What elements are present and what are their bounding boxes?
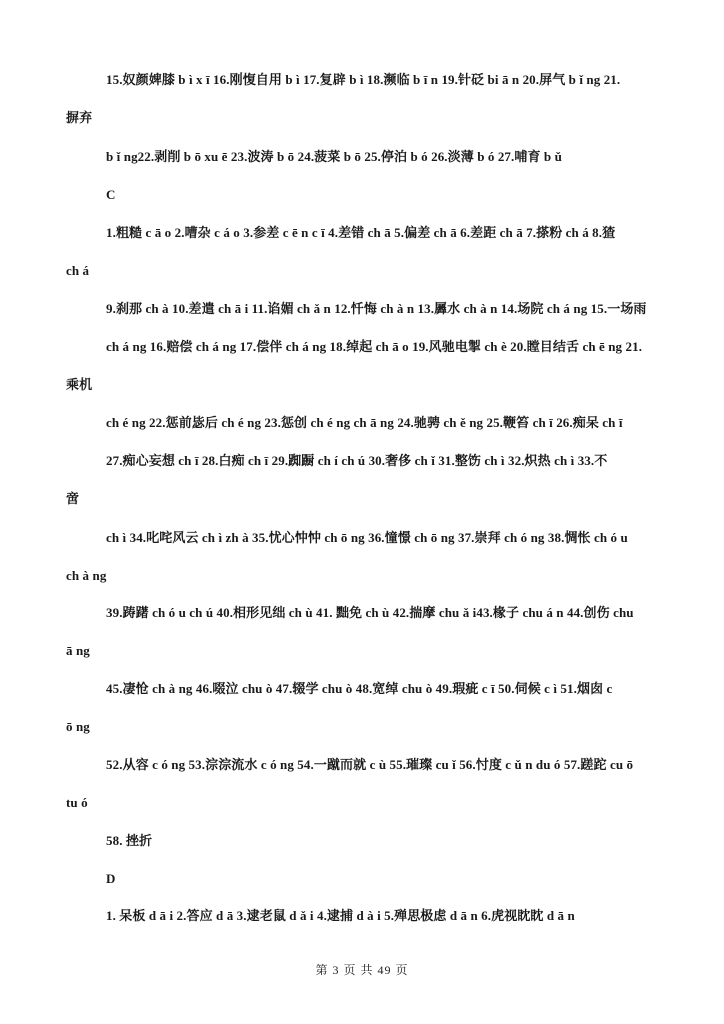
text-line: 1. 呆板 d ā i 2.答应 d ā 3.逮老鼠 d ǎ i 4.逮捕 d à i 5.殚思极虑 d ā n 6.虎视眈眈 d ā n [106, 908, 575, 923]
text-line: ch é ng 22.惩前毖后 ch é ng 23.惩创 ch é ng ch ā ng 24.驰骋 ch ě ng 25.鞭笞 ch ī 26.痴呆 ch ī [106, 415, 623, 430]
text-line: tu ó [66, 795, 88, 810]
text-line: ā ng [66, 643, 90, 658]
page-number-footer: 第 3 页 共 49 页 [315, 963, 409, 977]
text-line: ch á [66, 263, 90, 278]
text-line: 9.刹那 ch à 10.差遣 ch ā i 11.谄媚 ch ǎ n 12.忏悔 ch à n 13.羼水 ch à n 14.场院 ch á ng 15.一场雨 [106, 301, 647, 316]
text-line: 27.痴心妄想 ch ī 28.白痴 ch ī 29.踟蹰 ch í ch ú 30.奢侈 ch ǐ 31.整饬 ch ì 32.炽热 ch ì 33.不 [106, 453, 608, 468]
section-heading-d: D [106, 871, 116, 886]
text-line: ch á ng 16.赔偿 ch á ng 17.偿伴 ch á ng 18.绰起 ch ā o 19.风驰电掣 ch è 20.瞠目结舌 ch ē ng 21. [106, 339, 643, 354]
text-line: ō ng [66, 719, 90, 734]
text-line: 乘机 [66, 377, 93, 392]
text-line: 58. 挫折 [106, 833, 153, 848]
text-line: 1.粗糙 c ā o 2.嘈杂 c á o 3.参差 c ē n c ī 4.差错 ch ā 5.偏差 ch ā 6.差距 ch ā 7.搽粉 ch á 8.猹 [106, 225, 616, 240]
text-line: 啻 [66, 491, 80, 506]
text-line: ch à ng [66, 568, 107, 583]
text-line: b ǐ ng22.剥削 b ō xu ē 23.波涛 b ō 24.菠菜 b ō 25.停泊 b ó 26.淡薄 b ó 27.哺育 b ǔ [106, 149, 562, 164]
text-line: 摒弃 [66, 110, 93, 125]
text-line: 45.凄怆 ch à ng 46.啜泣 chu ò 47.辍学 chu ò 48.宽绰 chu ò 49.瑕疵 c ī 50.伺候 c ì 51.烟囱 c [106, 681, 613, 696]
text-line: ch ì 34.叱咤风云 ch ì zh à 35.忧心忡忡 ch ō ng 36.憧憬 ch ō ng 37.崇拜 ch ó ng 38.惆怅 ch ó u [106, 530, 628, 545]
text-line: 39.踌躇 ch ó u ch ú 40.相形见绌 ch ù 41. 黜免 ch ù 42.揣摩 chu ǎ i43.椽子 chu á n 44.创伤 chu [106, 605, 634, 620]
section-heading-c: C [106, 187, 116, 202]
text-line: 15.奴颜婢膝 b ì x ī 16.刚愎自用 b ì 17.复辟 b ì 18.濒临 b ī n 19.针砭 bi ā n 20.屏气 b ǐ ng 21. [106, 72, 621, 87]
text-line: 52.从容 c ó ng 53.淙淙流水 c ó ng 54.一蹴而就 c ù 55.璀璨 cu ǐ 56.忖度 c ǔ n du ó 57.蹉跎 cu ō [106, 757, 634, 772]
